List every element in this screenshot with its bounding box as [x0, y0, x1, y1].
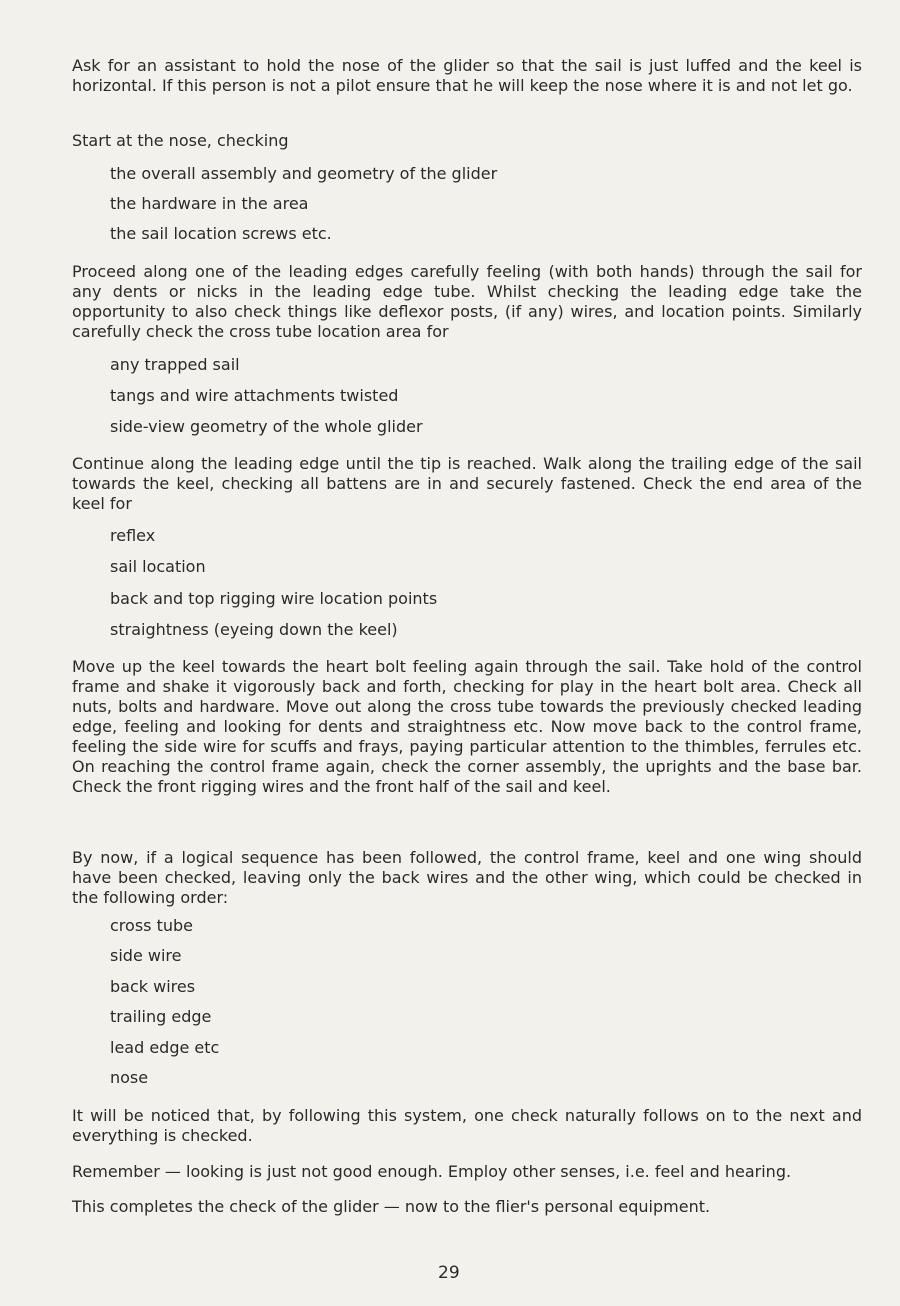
list-item-nose-check: the sail location screws etc.	[110, 224, 332, 243]
paragraph-completion: This completes the check of the glider — now to the flier's personal equipment.	[72, 1197, 711, 1216]
list-item-cross-tube-check: side-view geometry of the whole glider	[110, 417, 423, 436]
list-item-cross-tube-check: tangs and wire attachments twisted	[110, 386, 399, 405]
page-number: 29	[438, 1263, 460, 1283]
paragraph-logical-sequence: By now, if a logical sequence has been followed, the control frame, keel and one wing should have been checked, leaving only the back wires and the other wing, which could be checked in the following order:	[72, 848, 862, 907]
list-item-keel-check: back and top rigging wire location points	[110, 589, 438, 608]
list-item-order: back wires	[110, 977, 196, 996]
paragraph-assistant: Ask for an assistant to hold the nose of the glider so that the sail is just luffed and the keel is horizontal. If this person is not a pilot ensure that he will keep the nose where it is and not let go.	[72, 56, 862, 95]
paragraph-system-note: It will be noticed that, by following this system, one check naturally follows on to the next and everything is checked.	[72, 1106, 862, 1145]
list-item-cross-tube-check: any trapped sail	[110, 355, 240, 374]
list-item-keel-check: straightness (eyeing down the keel)	[110, 620, 398, 639]
list-item-order: lead edge etc	[110, 1038, 220, 1057]
list-item-keel-check: reflex	[110, 526, 156, 545]
list-item-keel-check: sail location	[110, 557, 206, 576]
list-item-order: trailing edge	[110, 1007, 212, 1026]
paragraph-leading-edges: Proceed along one of the leading edges carefully feeling (with both hands) through the sail for any dents or nicks in the leading edge tube. Whilst checking the leading edge take the opportunity to also check things like deflexor posts, (if any) wires, and location points. Similarly carefully check the cross tube location area for	[72, 262, 862, 341]
paragraph-start-nose: Start at the nose, checking	[72, 131, 289, 150]
paragraph-heart-bolt: Move up the keel towards the heart bolt feeling again through the sail. Take hold of the control frame and shake it vigorously back and forth, checking for play in the heart bolt area. Check all nuts, bolts and hardware. Move out along the cross tube towards the previously checked leading edge, feeling and looking for dents and straightness etc. Now move back to the control frame, feeling the side wire for scuffs and frays, paying particular attention to the thimbles, ferrules etc. On reaching the control frame again, check the corner assembly, the uprights and the base bar. Check the front rigging wires and the front half of the sail and keel.	[72, 657, 862, 796]
list-item-order: nose	[110, 1068, 149, 1087]
paragraph-trailing-edge: Continue along the leading edge until the tip is reached. Walk along the trailing edge of the sail towards the keel, checking all battens are in and securely fastened. Check the end area of the keel for	[72, 454, 862, 513]
list-item-nose-check: the hardware in the area	[110, 194, 309, 213]
list-item-order: side wire	[110, 946, 182, 965]
paragraph-remember: Remember — looking is just not good enough. Employ other senses, i.e. feel and hearing.	[72, 1162, 792, 1181]
list-item-nose-check: the overall assembly and geometry of the glider	[110, 164, 498, 183]
list-item-order: cross tube	[110, 916, 193, 935]
